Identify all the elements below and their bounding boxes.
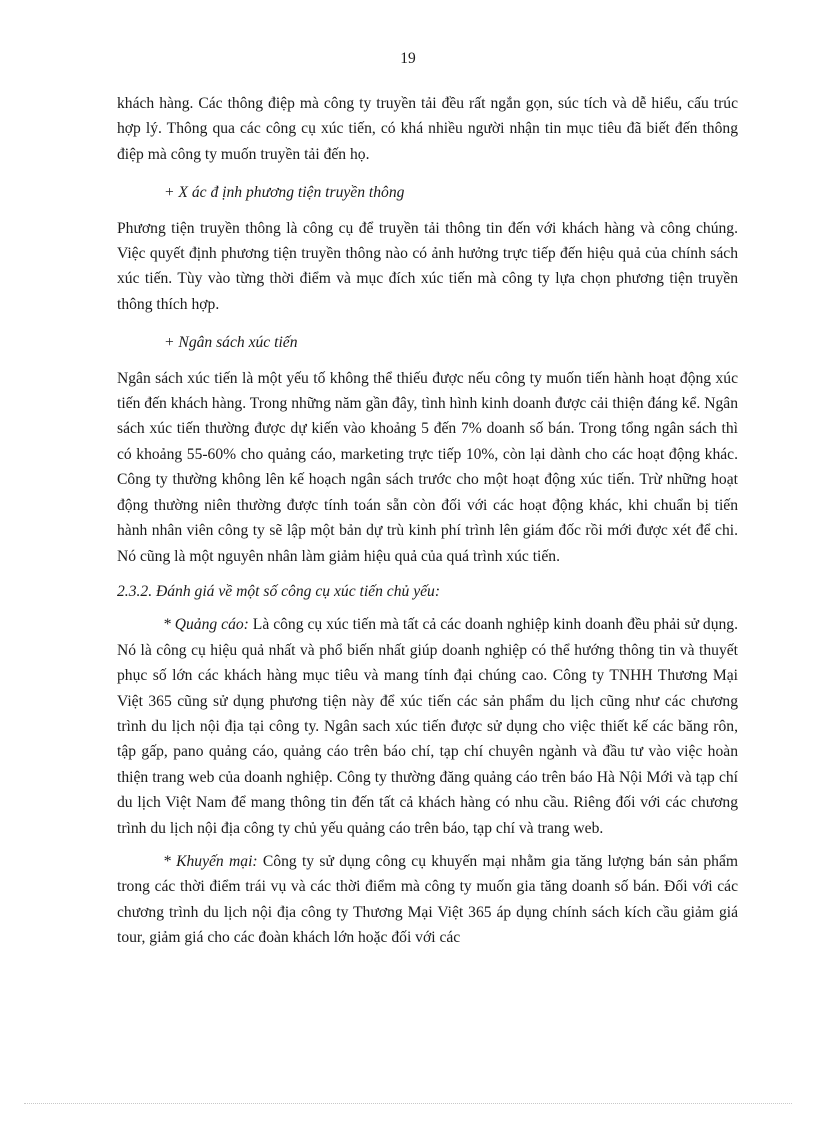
paragraph-budget: Ngân sách xúc tiến là một yếu tố không thể thiếu được nếu công ty muốn tiến hành hoạt động xúc tiến đến khách hàng. Trong những năm gần đây, tình hình kinh doanh được cải thiện đáng kể. Ngân sách xúc tiến thường được dự kiến vào khoảng 5 đến 7% doanh số bán. Trong tổng ngân sách thì có khoảng 55-60% cho quảng cáo, marketing trực tiếp 10%, còn lại dành cho các hoạt động khác. Công ty thường không lên kế hoạch ngân sách trước cho một hoạt động xúc tiến. Trừ những hoạt động thường niên thường được tính toán sẵn còn đối với các hoạt động khác, khi chuẩn bị tiến hành nhân viên công ty sẽ lập một bản dự trù kinh phí trình lên giám đốc rồi mới được xét để chi. Nó cũng là một nguyên nhân làm giảm hiệu quả của quá trình xúc tiến. [117, 369, 738, 565]
page-body [117, 91, 738, 951]
subheading-media-selection: + X ác đ ịnh phương tiện truyền thông [164, 184, 405, 202]
section-heading-tools-evaluation: 2.3.2. Đánh giá về một số công cụ xúc tiến chủ yếu: [117, 582, 441, 600]
page-bottom-divider [24, 1103, 792, 1104]
page-number: 19 [400, 50, 416, 67]
subheading-promotion-budget: + Ngân sách xúc tiến [164, 334, 298, 352]
paragraph-media: Phương tiện truyền thông là công cụ để truyền tải thông tin đến với khách hàng và công chúng. Việc quyết định phương tiện truyền thông nào có ảnh hưởng trực tiếp đến hiệu quả của chính sách xúc tiến. Tùy vào từng thời điểm và mục đích xúc tiến mà công ty lựa chọn phương tiện truyền thông thích hợp. [117, 219, 738, 313]
sales-promotion-text: Công ty sử dụng công cụ khuyến mại nhằm gia tăng lượng bán sản phẩm trong các thời điểm trái vụ và các thời điểm mà công ty muốn gia tăng doanh số bán. Đối với các chương trình du lịch nội địa công ty Thương Mại Việt 365 áp dụng chính sách kích cầu giảm giá tour, giảm giá cho các đoàn khách lớn hoặc đối với các [117, 852, 738, 947]
advertising-label: * Quảng cáo: [163, 616, 249, 634]
advertising-text: Là công cụ xúc tiến mà tất cả các doanh nghiệp kinh doanh đều phải sử dụng. Nó là công cụ hiệu quả nhất và phổ biến nhất giúp doanh nghiệp có thể hướng thông tin và thuyết phục số lớn các khách hàng mục tiêu và mang tính đại chúng cao. Công ty TNHH Thương Mại Việt 365 cũng sử dụng phương tiện này để xúc tiến các sản phẩm du lịch cũng như các chương trình du lịch nội địa tại công ty. Ngân sach xúc tiến được sử dụng cho việc thiết kế các băng rôn, tập gấp, pano quảng cáo, quảng cáo trên báo chí, tạp chí chuyên ngành và đầu tư vào việc hoàn thiện trang web của doanh nghiệp. Công ty thường đăng quảng cáo trên báo Hà Nội Mới và tạp chí du lịch Việt Nam để mang thông tin đến tất cả khách hàng có nhu cầu. Riêng đối với các chương trình du lịch nội địa công ty chủ yếu quảng cáo trên báo, tạp chí và trang web. [117, 616, 738, 837]
paragraph-sales-promotion [117, 849, 738, 951]
paragraph-message-summary: khách hàng. Các thông điệp mà công ty truyền tải đều rất ngắn gọn, súc tích và dễ hiểu, cấu trúc hợp lý. Thông qua các công cụ xúc tiến, có khá nhiều người nhận tin mục tiêu đã biết đến thông điệp mà công ty muốn truyền tải đến họ. [117, 95, 738, 163]
paragraph-advertising [117, 612, 738, 841]
sales-promotion-label: * Khuyến mại: [163, 852, 258, 870]
